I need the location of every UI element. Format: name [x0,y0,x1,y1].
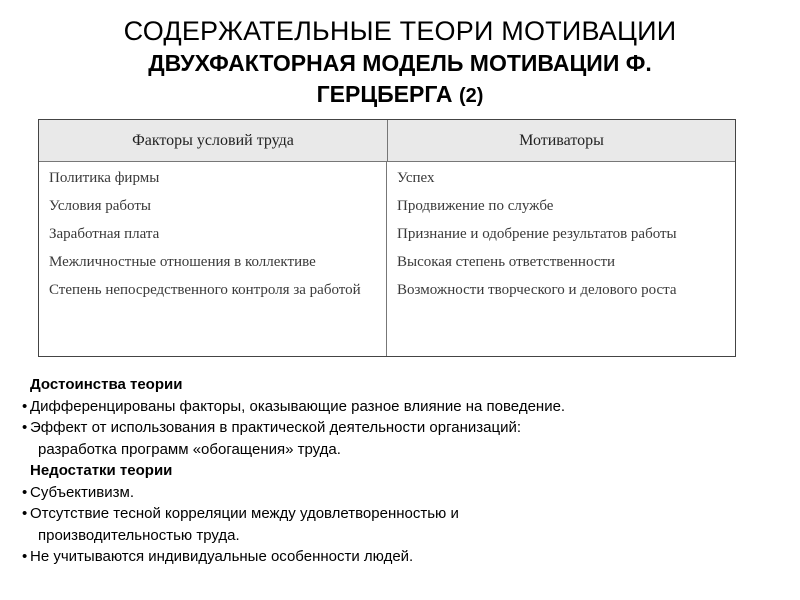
slide-title-block [0,10,800,112]
list-item: Условия работы [49,198,151,214]
advantage-text: Дифференцированы факторы, оказывающие разное влияние на поведение. [30,397,566,415]
bullet-icon: • [22,548,28,565]
advantage-item [22,417,782,460]
table-body-row [39,162,735,356]
slide-subtitle-line2 [0,79,800,112]
list-item: Степень непосредственного контроля за работой [49,282,361,298]
slide-subtitle-line1: ДВУХФАКТОРНАЯ МОДЕЛЬ МОТИВАЦИИ Ф. [148,50,652,76]
disadvantages-heading: Недостатки теории [30,462,173,479]
hygiene-factors-cell [39,162,387,356]
list-item: Межличностные отношения в коллективе [49,254,316,270]
factors-table [38,119,736,357]
advantage-text-continuation: разработка программ «обогащения» труда. [38,440,341,458]
disadvantage-text: Субъективизм. [30,483,134,501]
list-item: Признание и одобрение результатов работы [397,226,677,242]
advantage-item [22,396,782,418]
list-item: Политика фирмы [49,170,160,186]
motivators-cell [387,162,734,356]
disadvantage-text: Не учитываются индивидуальные особенности людей. [30,548,414,565]
list-item: Заработная плата [49,226,160,242]
list-item: Высокая степень ответственности [397,254,616,270]
bullet-icon: • [22,505,28,522]
disadvantage-item [22,546,782,568]
advantage-text: Эффект от использования в практической деятельности организаций: [30,419,521,436]
list-item: Успех [397,170,435,186]
subtitle-suffix: (2) [458,85,484,107]
disadvantage-text-continuation: производительностью труда. [38,526,240,544]
list-item: Продвижение по службе [397,198,554,214]
bullet-icon: • [22,419,28,436]
disadvantage-item [22,482,782,504]
header-hygiene-factors: Факторы условий труда [39,120,388,161]
list-item: Возможности творческого и делового роста [397,282,677,298]
slide-title: СОДЕРЖАТЕЛЬНЫЕ ТЕОРИ МОТИВАЦИИ [123,16,677,46]
header-motivators: Мотиваторы [519,131,604,149]
table-header-row [39,120,735,162]
disadvantage-text: Отсутствие тесной корреляции между удовлетворенностью и [30,505,459,522]
theory-assessment [22,374,782,568]
advantages-heading: Достоинства теории [30,376,183,393]
bullet-icon: • [22,483,28,501]
bullet-icon: • [22,397,28,415]
subtitle-text: ГЕРЦБЕРГА [316,81,453,107]
disadvantage-item [22,503,782,546]
